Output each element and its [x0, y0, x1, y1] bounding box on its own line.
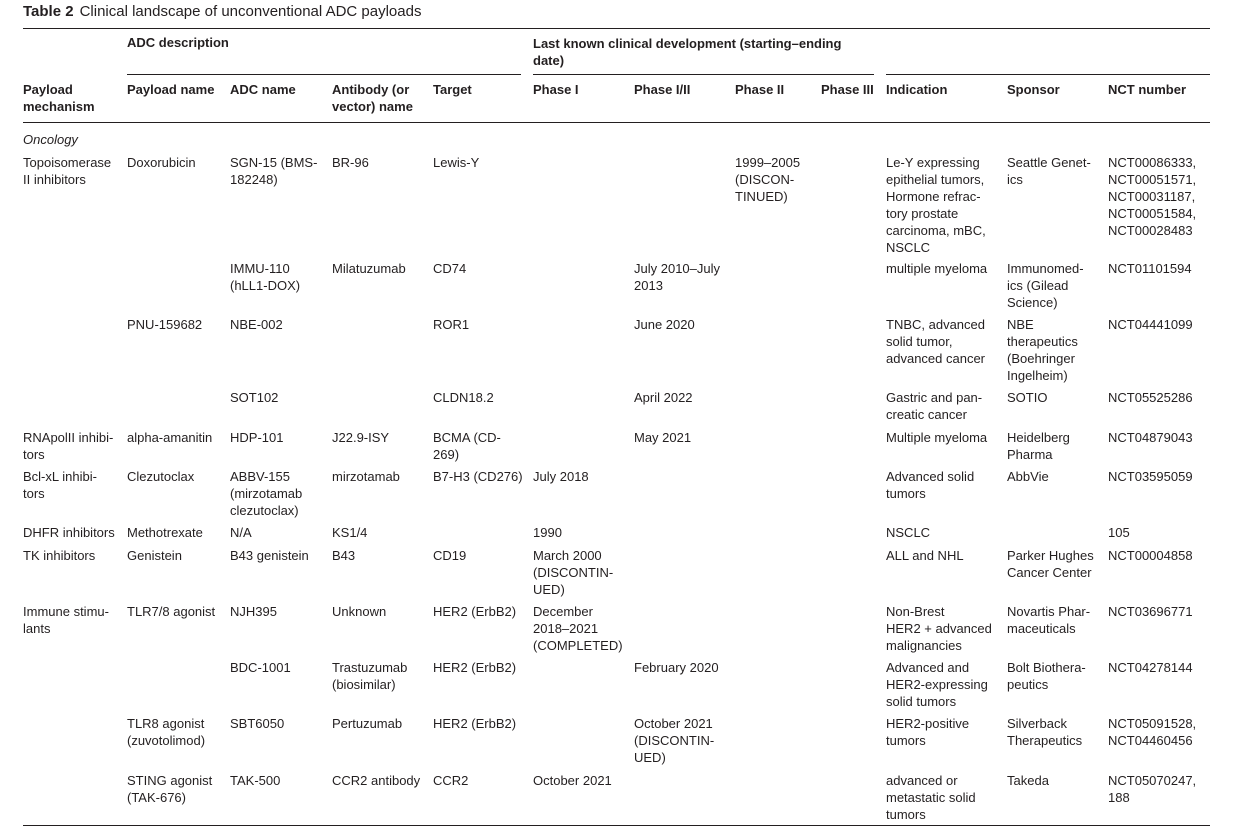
cell-nct: 105: [1108, 525, 1130, 540]
cell-sponsor: Pharma: [1007, 447, 1053, 462]
cell-sponsor: Cancer Center: [1007, 565, 1092, 580]
cell-payload: STING agonist: [127, 773, 213, 788]
column-header-antibody: Antibody (or: [332, 82, 410, 97]
cell-nct: NCT00028483: [1108, 223, 1193, 238]
column-header-mechanism: mechanism: [23, 99, 95, 114]
cell-p12: 2013: [634, 278, 663, 293]
column-header-p1: Phase I: [533, 82, 579, 97]
cell-sponsor: AbbVie: [1007, 469, 1049, 484]
cell-adc: HDP-101: [230, 430, 284, 445]
cell-antibody: mirzotamab: [332, 469, 400, 484]
cell-nct: NCT00051571,: [1108, 172, 1197, 187]
cell-indication: tumors: [886, 733, 926, 748]
cell-target: ROR1: [433, 317, 470, 332]
cell-p12: (DISCONTIN-: [634, 733, 715, 748]
cell-nct: NCT04441099: [1108, 317, 1193, 332]
cell-p2: 1999–2005: [735, 155, 801, 170]
cell-nct: NCT00051584,: [1108, 206, 1197, 221]
cell-p1: UED): [533, 582, 565, 597]
column-header-p12: Phase I/II: [634, 82, 691, 97]
column-header-p3: Phase III: [821, 82, 874, 97]
group-rule-dev: [533, 74, 874, 75]
cell-adc: SBT6050: [230, 716, 285, 731]
cell-adc: NBE-002: [230, 317, 283, 332]
cell-adc: B43 genistein: [230, 548, 309, 563]
cell-indication: tumors: [886, 486, 926, 501]
group-rule-right: [886, 74, 1210, 75]
table-bottom-rule: [23, 825, 1210, 826]
cell-mechanism: Bcl-xL inhibi-: [23, 469, 97, 484]
cell-sponsor: ics (Gilead: [1007, 278, 1069, 293]
cell-sponsor: peutics: [1007, 677, 1049, 692]
cell-antibody: KS1/4: [332, 525, 368, 540]
cell-sponsor: maceuticals: [1007, 621, 1076, 636]
cell-indication: NSCLC: [886, 240, 931, 255]
cell-indication: HER2-expressing: [886, 677, 988, 692]
cell-p12: October 2021: [634, 716, 713, 731]
cell-sponsor: Science): [1007, 295, 1058, 310]
cell-sponsor: Novartis Phar-: [1007, 604, 1091, 619]
header-group-dev: Last known clinical development (starting–ending: [533, 36, 842, 51]
cell-p1: December: [533, 604, 593, 619]
cell-indication: creatic cancer: [886, 407, 967, 422]
column-header-target: Target: [433, 82, 472, 97]
cell-nct: NCT04460456: [1108, 733, 1193, 748]
cell-sponsor: SOTIO: [1007, 390, 1048, 405]
cell-p1: 1990: [533, 525, 562, 540]
cell-p1: March 2000: [533, 548, 602, 563]
cell-mechanism: tors: [23, 486, 45, 501]
cell-p12: UED): [634, 750, 666, 765]
cell-target: HER2 (ErbB2): [433, 660, 517, 675]
column-header-p2: Phase II: [735, 82, 785, 97]
cell-adc: SGN-15 (BMS-: [230, 155, 318, 170]
cell-adc: ABBV-155: [230, 469, 290, 484]
cell-indication: tumors: [886, 807, 926, 822]
group-rule-adc: [127, 74, 521, 75]
cell-nct: NCT00031187,: [1108, 189, 1196, 204]
column-header-nct: NCT number: [1108, 82, 1186, 97]
cell-sponsor: ics: [1007, 172, 1023, 187]
cell-adc: SOT102: [230, 390, 279, 405]
cell-p2: (DISCON-: [735, 172, 795, 187]
cell-p1: (DISCONTIN-: [533, 565, 614, 580]
cell-adc: (hLL1-DOX): [230, 278, 301, 293]
cell-mechanism: Topoisomerase: [23, 155, 112, 170]
column-header-sponsor: Sponsor: [1007, 82, 1060, 97]
cell-antibody: BR-96: [332, 155, 369, 170]
cell-target: 269): [433, 447, 460, 462]
cell-sponsor: Therapeutics: [1007, 733, 1083, 748]
cell-p12: June 2020: [634, 317, 695, 332]
cell-antibody: Pertuzumab: [332, 716, 403, 731]
cell-target: CD74: [433, 261, 467, 276]
cell-indication: Advanced and: [886, 660, 970, 675]
cell-mechanism: TK inhibitors: [23, 548, 96, 563]
cell-nct: NCT03595059: [1108, 469, 1193, 484]
section-label: Oncology: [23, 132, 78, 147]
header-bottom-rule: [23, 122, 1210, 123]
cell-p12: February 2020: [634, 660, 719, 675]
cell-target: CLDN18.2: [433, 390, 494, 405]
cell-mechanism: tors: [23, 447, 45, 462]
cell-nct: NCT01101594: [1108, 261, 1192, 276]
cell-antibody: J22.9-ISY: [332, 430, 390, 445]
cell-indication: metastatic solid: [886, 790, 976, 805]
cell-sponsor: Bolt Biothera-: [1007, 660, 1086, 675]
cell-indication: Non-Brest: [886, 604, 945, 619]
table-top-rule: [23, 28, 1210, 29]
cell-nct: 188: [1108, 790, 1130, 805]
cell-indication: Gastric and pan-: [886, 390, 983, 405]
cell-mechanism: RNApolII inhibi-: [23, 430, 114, 445]
cell-indication: advanced cancer: [886, 351, 986, 366]
cell-sponsor: Seattle Genet-: [1007, 155, 1091, 170]
cell-indication: carcinoma, mBC,: [886, 223, 986, 238]
cell-indication: tory prostate: [886, 206, 959, 221]
cell-mechanism: lants: [23, 621, 51, 636]
cell-target: Lewis-Y: [433, 155, 480, 170]
cell-indication: HER2 + advanced: [886, 621, 992, 636]
cell-antibody: Unknown: [332, 604, 387, 619]
cell-target: CCR2: [433, 773, 469, 788]
cell-antibody: Trastuzumab: [332, 660, 408, 675]
cell-sponsor: Heidelberg: [1007, 430, 1070, 445]
cell-mechanism: DHFR inhibitors: [23, 525, 115, 540]
cell-nct: NCT04879043: [1108, 430, 1193, 445]
cell-adc: (mirzotamab: [230, 486, 303, 501]
cell-p1: 2018–2021: [533, 621, 599, 636]
column-header-payload: Payload name: [127, 82, 215, 97]
cell-indication: malignancies: [886, 638, 962, 653]
cell-sponsor: Ingelheim): [1007, 368, 1068, 383]
cell-payload: Clezutoclax: [127, 469, 195, 484]
header-group-dev: date): [533, 53, 565, 68]
cell-adc: N/A: [230, 525, 252, 540]
cell-payload: (TAK-676): [127, 790, 186, 805]
cell-p1: July 2018: [533, 469, 589, 484]
cell-sponsor: (Boehringer: [1007, 351, 1075, 366]
cell-payload: Methotrexate: [127, 525, 203, 540]
cell-indication: Le-Y expressing: [886, 155, 980, 170]
cell-indication: NSCLC: [886, 525, 931, 540]
cell-sponsor: Silverback: [1007, 716, 1067, 731]
cell-sponsor: NBE: [1007, 317, 1034, 332]
cell-adc: clezutoclax): [230, 503, 299, 518]
cell-adc: TAK-500: [230, 773, 281, 788]
cell-target: BCMA (CD-: [433, 430, 501, 445]
cell-antibody: (biosimilar): [332, 677, 396, 692]
cell-nct: NCT05091528,: [1108, 716, 1197, 731]
cell-adc: IMMU-110: [230, 261, 290, 276]
cell-payload: (zuvotolimod): [127, 733, 206, 748]
cell-sponsor: Takeda: [1007, 773, 1049, 788]
column-header-mechanism: Payload: [23, 82, 73, 97]
cell-sponsor: Parker Hughes: [1007, 548, 1094, 563]
column-header-adc: ADC name: [230, 82, 296, 97]
cell-p1: (COMPLETED): [533, 638, 623, 653]
cell-indication: Hormone refrac-: [886, 189, 981, 204]
cell-payload: TLR7/8 agonist: [127, 604, 216, 619]
cell-indication: multiple myeloma: [886, 261, 988, 276]
cell-target: HER2 (ErbB2): [433, 716, 517, 731]
cell-indication: Advanced solid: [886, 469, 975, 484]
cell-indication: ALL and NHL: [886, 548, 964, 563]
table-label: Table 2: [23, 3, 74, 20]
cell-antibody: B43: [332, 548, 356, 563]
cell-payload: alpha-amanitin: [127, 430, 213, 445]
cell-indication: TNBC, advanced: [886, 317, 985, 332]
column-header-indication: Indication: [886, 82, 948, 97]
cell-payload: Genistein: [127, 548, 182, 563]
cell-sponsor: Immunomed-: [1007, 261, 1084, 276]
cell-indication: HER2-positive: [886, 716, 970, 731]
table-caption: [23, 3, 421, 21]
cell-target: B7-H3 (CD276): [433, 469, 523, 484]
cell-indication: Multiple myeloma: [886, 430, 988, 445]
cell-mechanism: Immune stimu-: [23, 604, 109, 619]
cell-payload: TLR8 agonist: [127, 716, 205, 731]
cell-nct: NCT04278144: [1108, 660, 1193, 675]
cell-p1: October 2021: [533, 773, 612, 788]
header-group-adc: ADC description: [127, 35, 229, 50]
cell-antibody: CCR2 antibody: [332, 773, 421, 788]
cell-mechanism: II inhibitors: [23, 172, 86, 187]
cell-indication: solid tumors: [886, 694, 957, 709]
cell-adc: BDC-1001: [230, 660, 291, 675]
cell-p2: TINUED): [735, 189, 788, 204]
cell-target: CD19: [433, 548, 467, 563]
cell-nct: NCT03696771: [1108, 604, 1193, 619]
cell-adc: 182248): [230, 172, 278, 187]
cell-antibody: Milatuzumab: [332, 261, 406, 276]
cell-adc: NJH395: [230, 604, 277, 619]
cell-nct: NCT00004858: [1108, 548, 1193, 563]
cell-p12: April 2022: [634, 390, 693, 405]
cell-p12: May 2021: [634, 430, 692, 445]
cell-indication: epithelial tumors,: [886, 172, 985, 187]
cell-nct: NCT00086333,: [1108, 155, 1197, 170]
cell-sponsor: therapeutics: [1007, 334, 1078, 349]
cell-indication: solid tumor,: [886, 334, 953, 349]
table-title: Clinical landscape of unconventional ADC payloads: [79, 3, 422, 20]
cell-payload: Doxorubicin: [127, 155, 196, 170]
cell-target: HER2 (ErbB2): [433, 604, 517, 619]
cell-nct: NCT05525286: [1108, 390, 1193, 405]
cell-indication: advanced or: [886, 773, 958, 788]
cell-p12: July 2010–July: [634, 261, 720, 276]
cell-payload: PNU-159682: [127, 317, 203, 332]
cell-nct: NCT05070247,: [1108, 773, 1197, 788]
column-header-antibody: vector) name: [332, 99, 413, 114]
